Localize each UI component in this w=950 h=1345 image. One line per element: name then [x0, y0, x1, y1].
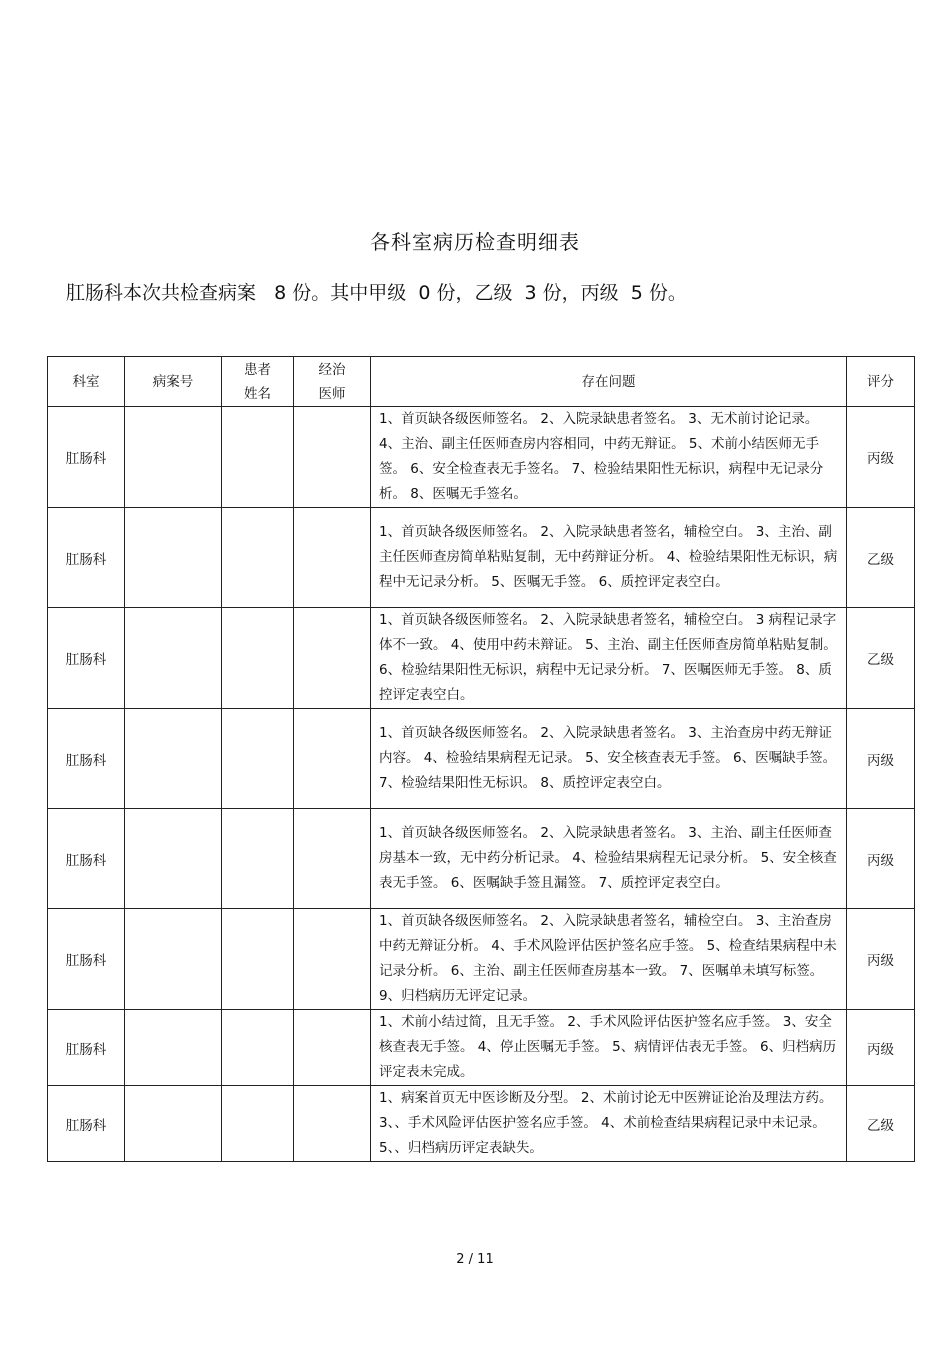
table-row: [48, 508, 915, 608]
cell-patient: [222, 709, 294, 809]
header-dept: 科室: [48, 357, 125, 407]
header-case-no: 病案号: [125, 357, 222, 407]
cell-patient: [222, 909, 294, 1010]
cell-case-no: [125, 1010, 222, 1086]
page-title: 各科室病历检查明细表: [370, 230, 580, 254]
cell-case-no: [125, 407, 222, 508]
cell-doctor: [294, 1086, 371, 1162]
header-issues: 存在问题: [371, 357, 847, 407]
cell-grade: 乙级: [847, 508, 915, 608]
summary-line: 肛肠科本次共检查病案 8 份。其中甲级 0 份，乙级 3 份，丙级 5 份。: [66, 282, 687, 304]
cell-grade: 丙级: [847, 407, 915, 508]
table-row: [48, 407, 915, 508]
cell-case-no: [125, 508, 222, 608]
cell-grade: 丙级: [847, 909, 915, 1010]
cell-patient: [222, 608, 294, 709]
table-row: [48, 809, 915, 909]
cell-issues: 1、首页缺各级医师签名。 2、入院录缺患者签名，辅检空白。 3、主治查房中药无辩证分析。 4、手术风险评估医护签名应手签。 5、检查结果病程中未记录分析。 6、主治、副主任医师查房基本一致。 7、医嘱单未填写标签。 9、归档病历无评定记录。: [371, 909, 847, 1010]
cell-doctor: [294, 508, 371, 608]
cell-dept: 肛肠科: [48, 809, 125, 909]
cell-issues: 1、病案首页无中医诊断及分型。 2、术前讨论无中医辨证论治及理法方药。 3、、手术风险评估医护签名应手签。 4、术前检查结果病程记录中未记录。 5、、归档病历评定表缺失。: [371, 1086, 847, 1162]
cell-case-no: [125, 1086, 222, 1162]
cell-patient: [222, 407, 294, 508]
table-row: [48, 608, 915, 709]
cell-dept: 肛肠科: [48, 508, 125, 608]
cell-case-no: [125, 809, 222, 909]
cell-dept: 肛肠科: [48, 909, 125, 1010]
cell-doctor: [294, 809, 371, 909]
header-patient-line1: 患者: [244, 361, 271, 378]
cell-patient: [222, 809, 294, 909]
cell-dept: 肛肠科: [48, 608, 125, 709]
header-doctor-line2: 医师: [318, 385, 346, 402]
cell-issues: 1、首页缺各级医师签名。 2、入院录缺患者签名。 3、主治查房中药无辩证内容。 4、检验结果病程无记录。 5、安全核查表无手签。 6、医嘱缺手签。 7、检验结果阳性无标识。 8、质控评定表空白。: [371, 709, 847, 809]
cell-dept: 肛肠科: [48, 1010, 125, 1086]
header-doctor: [294, 357, 371, 407]
cell-case-no: [125, 608, 222, 709]
cell-dept: 肛肠科: [48, 709, 125, 809]
cell-case-no: [125, 709, 222, 809]
cell-doctor: [294, 608, 371, 709]
header-doctor-line1: 经治: [318, 361, 346, 378]
cell-case-no: [125, 909, 222, 1010]
cell-issues: 1、首页缺各级医师签名。 2、入院录缺患者签名，辅检空白。 3、主治、副主任医师查房简单粘贴复制，无中药辩证分析。 4、检验结果阳性无标识，病程中无记录分析。 5、医嘱无手签。 6、质控评定表空白。: [371, 508, 847, 608]
cell-grade: 丙级: [847, 1010, 915, 1086]
inspection-table: [47, 356, 915, 1162]
cell-patient: [222, 508, 294, 608]
cell-issues: 1、术前小结过简，且无手签。 2、手术风险评估医护签名应手签。 3、安全核查表无手签。 4、停止医嘱无手签。 5、病情评估表无手签。 6、归档病历评定表未完成。: [371, 1010, 847, 1086]
header-grade: 评分: [847, 357, 915, 407]
cell-issues: 1、首页缺各级医师签名。 2、入院录缺患者签名，辅检空白。 3 病程记录字体不一致。 4、使用中药未辩证。 5、主治、副主任医师查房简单粘贴复制。 6、检验结果阳性无标识，病程中无记录分析。 7、医嘱医师无手签。 8、质控评定表空白。: [371, 608, 847, 709]
cell-dept: 肛肠科: [48, 407, 125, 508]
cell-grade: 乙级: [847, 608, 915, 709]
cell-patient: [222, 1086, 294, 1162]
table-row: [48, 1010, 915, 1086]
cell-issues: 1、首页缺各级医师签名。 2、入院录缺患者签名。 3、主治、副主任医师查房基本一致，无中药分析记录。 4、检验结果病程无记录分析。 5、安全核查表无手签。 6、医嘱缺手签且漏签。 7、质控评定表空白。: [371, 809, 847, 909]
cell-dept: 肛肠科: [48, 1086, 125, 1162]
table-row: [48, 709, 915, 809]
cell-patient: [222, 1010, 294, 1086]
cell-issues: 1、首页缺各级医师签名。 2、入院录缺患者签名。 3、无术前讨论记录。 4、主治、副主任医师查房内容相同，中药无辩证。 5、术前小结医师无手签。 6、安全检查表无手签名。 7、检验结果阳性无标识，病程中无记录分析。 8、医嘱无手签名。: [371, 407, 847, 508]
table-row: [48, 909, 915, 1010]
cell-doctor: [294, 909, 371, 1010]
cell-grade: 乙级: [847, 1086, 915, 1162]
table-row: [48, 1086, 915, 1162]
header-patient-line2: 姓名: [244, 385, 271, 402]
cell-grade: 丙级: [847, 709, 915, 809]
cell-doctor: [294, 407, 371, 508]
cell-grade: 丙级: [847, 809, 915, 909]
page-number: 2 / 11: [456, 1252, 494, 1267]
cell-doctor: [294, 1010, 371, 1086]
table-header-row: [48, 357, 915, 407]
cell-doctor: [294, 709, 371, 809]
header-patient: [222, 357, 294, 407]
